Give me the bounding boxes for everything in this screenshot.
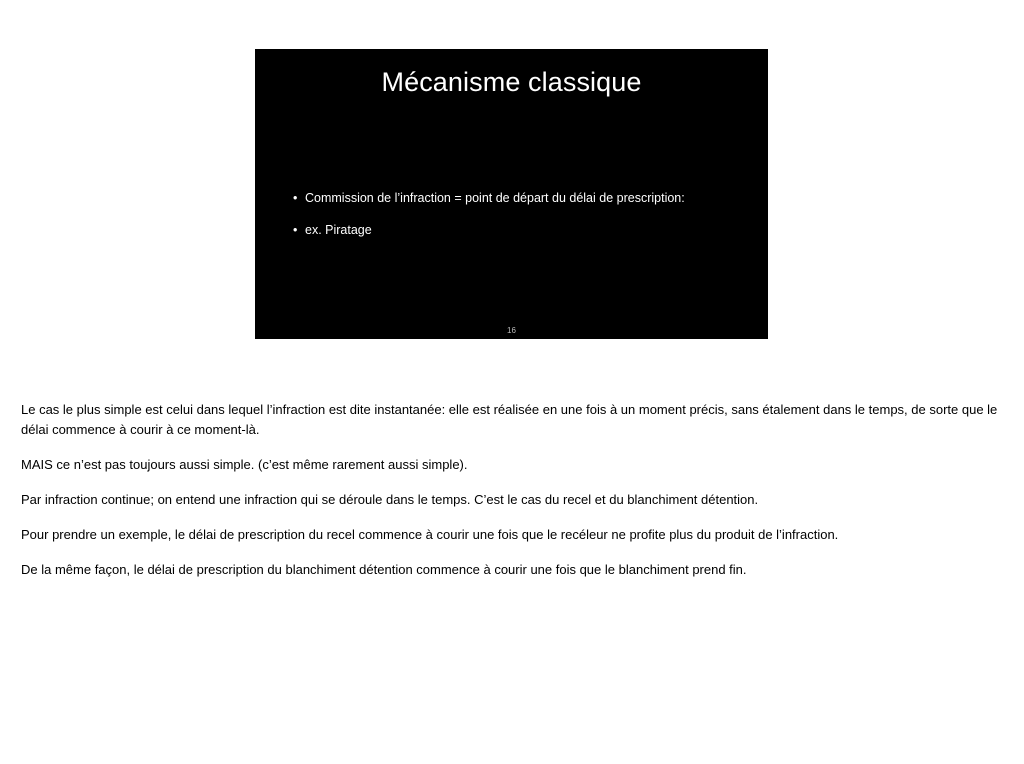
slide-bullet-text: ex. Piratage [305,223,372,237]
slide-bullet-text: Commission de l’infraction = point de départ du délai de prescription: [305,191,685,205]
slide [255,49,768,339]
slide-bullet-item [293,191,685,206]
notes-paragraph: MAIS ce n’est pas toujours aussi simple. (c’est même rarement aussi simple). [21,457,468,472]
slide-number: 16 [507,326,516,335]
slide-title: Mécanisme classique [381,67,642,97]
notes-paragraph: Le cas le plus simple est celui dans lequel l’infraction est dite instantanée: elle est réalisée en une fois à un moment précis, sans étalement dans le temps, de sorte que le délai commence à courir à ce moment-là. [21,402,998,437]
speaker-notes [21,400,1011,595]
bullet-icon: • [293,223,298,237]
slide-bullet-item [293,223,685,238]
slide-bullet-list [293,191,685,255]
notes-paragraph: Par infraction continue; on entend une infraction qui se déroule dans le temps. C’est le cas du recel et du blanchiment détention. [21,492,759,507]
bullet-icon: • [293,191,298,205]
notes-paragraph: Pour prendre un exemple, le délai de prescription du recel commence à courir une fois que le recéleur ne profite plus du produit de l’infraction. [21,527,839,542]
notes-paragraph: De la même façon, le délai de prescription du blanchiment détention commence à courir une fois que le blanchiment prend fin. [21,562,747,577]
